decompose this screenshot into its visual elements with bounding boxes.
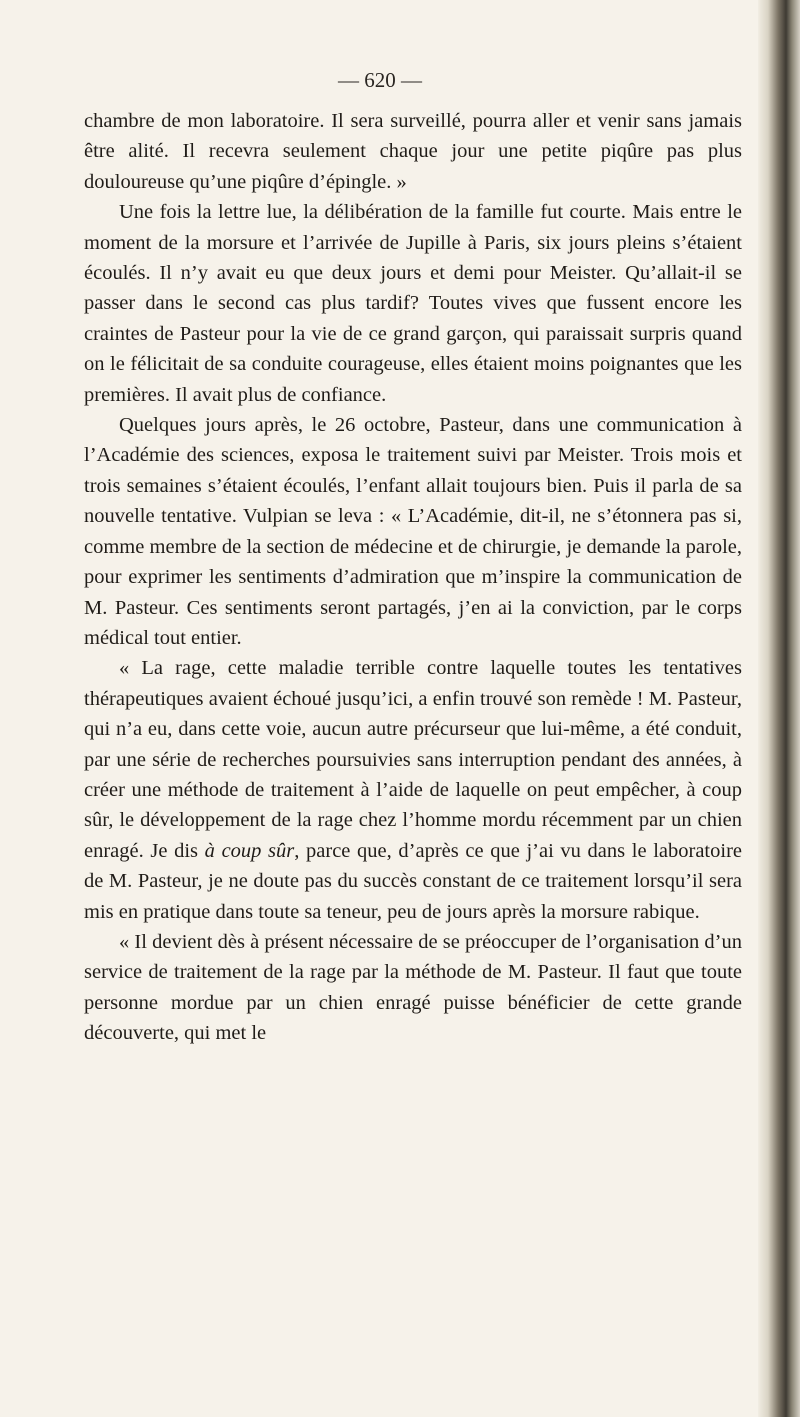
paragraph-text: Une fois la lettre lue, la délibération de la famille fut courte. Mais entre le moment de la morsure et l’arrivée de Jupille à Paris, six jours pleins s’étaient écoulés. Il n’y avait eu que deux jours et demi pour Meister. Qu’allait-il se passer dans le second cas plus tardif? Toutes vives que fussent encore les craintes de Pasteur pour la vie de ce grand garçon, qui paraissait surpris quand on le félicitait de sa conduite courageuse, elles étaient moins poignantes que les premières. Il avait plus de confiance. [84,201,742,406]
paragraph-text: chambre de mon laboratoire. Il sera surveillé, pourra aller et venir sans jamais être alité. Il recevra seulement chaque jour une petite piqûre pas plus douloureuse qu’une piqûre d’épingle. » [84,110,742,193]
italic-phrase: à coup sûr [204,839,295,862]
paragraph-1 [84,106,742,197]
paragraph-3 [84,410,742,653]
page-number: — 620 — [338,68,422,92]
paragraph-5 [84,927,742,1049]
paragraph-text: « Il devient dès à présent nécessaire de se préoccuper de l’organisation d’un service de traitement de la rage par la méthode de M. Pasteur. Il faut que toute personne mordue par un chien enragé puisse bénéficier de cette grande découverte, qui met le [84,930,742,1045]
paragraph-text: , parce que, d’après ce que j’ai vu dans le laboratoire de M. Pasteur, je ne doute pas du succès constant de ce traitement lorsqu’il sera mis en pratique dans toute sa teneur, peu de jours après la morsure rabique. [84,839,742,923]
page-binding-edge [758,0,800,1417]
paragraph-text: « La rage, cette maladie terrible contre laquelle toutes les tentatives thérapeutiques avaient échoué jusqu’ici, a enfin trouvé son remède ! M. Pasteur, qui n’a eu, dans cette voie, aucun autre précurseur que lui-même, a été conduit, par une série de recherches poursuivies sans interruption pendant des années, à créer une méthode de traitement à l’aide de laquelle on peut empêcher, à coup sûr, le développement de la rage chez l’homme mordu récemment par un chien enragé. Je dis [84,657,742,862]
page-body [84,106,742,1049]
paragraph-4 [84,653,742,927]
paragraph-2 [84,197,742,410]
paragraph-text: Quelques jours après, le 26 octobre, Pasteur, dans une communication à l’Académie des sciences, exposa le traitement suivi par Meister. Trois mois et trois semaines s’étaient écoulés, l’enfant allait toujours bien. Puis il parla de sa nouvelle tentative. Vulpian se leva : « L’Académie, dit-il, ne s’étonnera pas si, comme membre de la section de médecine et de chirurgie, je demande la parole, pour exprimer les sentiments d’admiration que m’inspire la communication de M. Pasteur. Ces sentiments seront partagés, j’en ai la conviction, par le corps médical tout entier. [84,414,742,649]
